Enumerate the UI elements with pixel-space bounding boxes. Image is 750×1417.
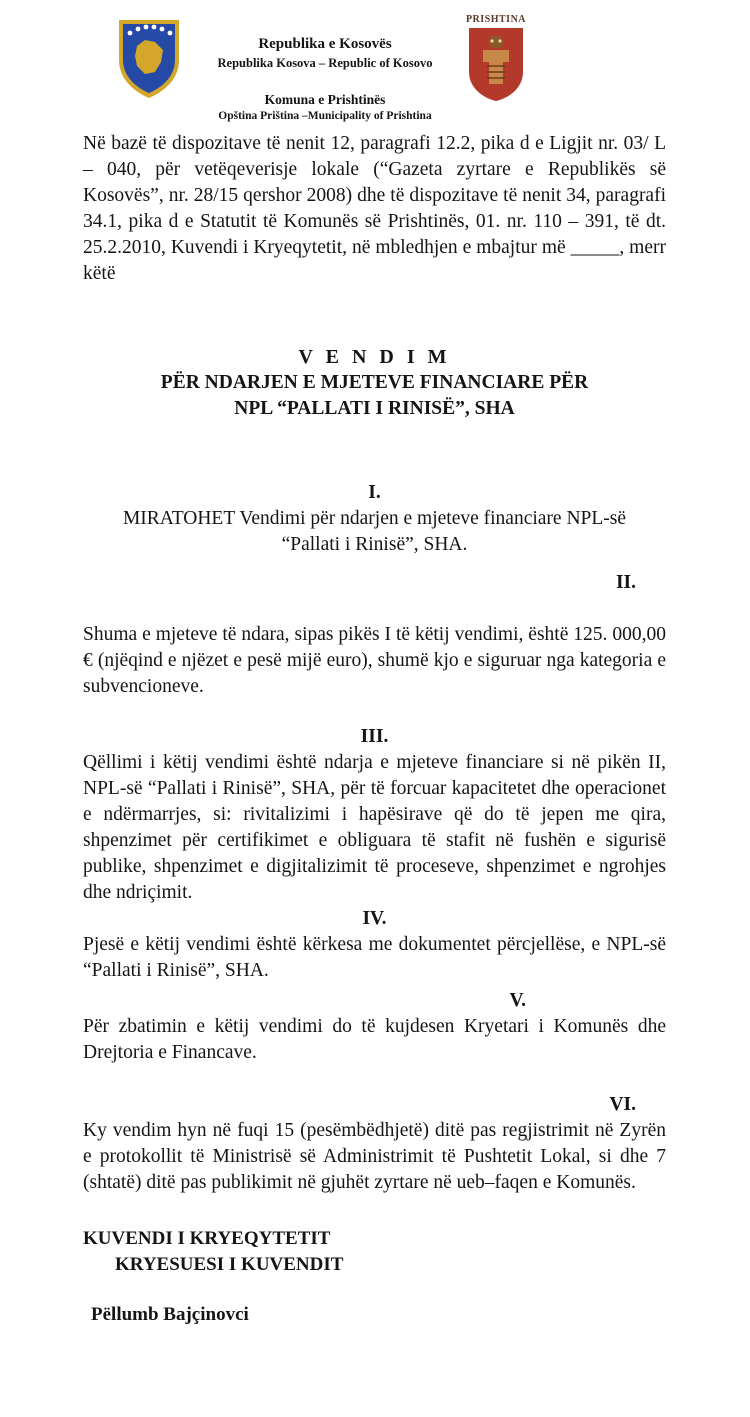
kosovo-coat-of-arms-icon bbox=[115, 16, 183, 100]
emblem-city-label: PRISHTINA bbox=[465, 14, 527, 25]
signature-body: KUVENDI I KRYEQYTETIT bbox=[83, 1228, 331, 1249]
header-republic-multilingual: Republika Kosova – Republic of Kosovo bbox=[217, 56, 433, 70]
decision-title bbox=[83, 344, 666, 422]
document-header bbox=[0, 0, 750, 130]
title-vendim: V E N D I M bbox=[298, 346, 451, 368]
section-1-line-1: MIRATOHET Vendimi për ndarjen e mjeteve financiare NPL-së bbox=[122, 508, 627, 529]
document-body bbox=[83, 131, 666, 1328]
preamble-paragraph: Në bazë të dispozitave të nenit 12, paragrafi 12.2, pika d e Ligjit nr. 03/ L – 040, për vetëqeverisje lokale (“Gazeta zyrtare e Republikës së Kosovës”, nr. 28/15 qershor 2008) dhe të dispozitave të nenit 34, paragrafi 34.1, pika d e Statutit të Komunës së Prishtinës, 01. nr. 110 – 391, të dt. 25.2.2010, Kuvendi i Kryeqytetit, në mbledhjen e mbajtur më _____, merr këtë bbox=[83, 133, 666, 284]
section-paragraph: Për zbatimin e këtij vendimi do të kujdesen Kryetari i Komunës dhe Drejtoria e Financave. bbox=[83, 1016, 666, 1063]
section-number: I. bbox=[368, 482, 381, 503]
header-municipality-multilingual: Opština Priština –Municipality of Prishtina bbox=[218, 110, 432, 122]
title-line-3: NPL “PALLATI I RINISË”, SHA bbox=[234, 398, 515, 419]
section-paragraph: Pjesë e këtij vendimi është kërkesa me dokumentet përcjellëse, e NPL-së “Pallati i Rinisë”, SHA. bbox=[83, 934, 666, 981]
signature-name: Pëllumb Bajçinovci bbox=[91, 1304, 249, 1325]
title-line-2: PËR NDARJEN E MJETEVE FINANCIARE PËR bbox=[160, 372, 589, 393]
header-republic-al: Republika e Kosovës bbox=[258, 36, 392, 52]
signature-role: KRYESUESI I KUVENDIT bbox=[115, 1254, 344, 1275]
section-paragraph: Qëllimi i këtij vendimi është ndarja e mjeteve financiare si në pikën II, NPL-së “Pallati i Rinisë”, SHA, për të forcuar kapacitetet dhe operacionet e ndërmarrjes, si: rivitalizimi i hapësirave që do të jepen me qira, shpenzimet për certifikimet e obliguara të stafit në fushën e sigurisë publike, shpenzimet e digjitalizimit të proceseve, shpenzimet e ngrohjes dhe ndriçimit. bbox=[83, 752, 666, 903]
section-paragraph: Shuma e mjeteve të ndara, sipas pikës I të këtij vendimi, është 125. 000,00 € (njëqind e njëzet e pesë mijë euro), shumë kjo e siguruar nga kategoria e subvencioneve. bbox=[83, 624, 666, 697]
section-number: II. bbox=[615, 572, 636, 593]
header-municipality-al: Komuna e Prishtinës bbox=[264, 92, 386, 107]
prishtina-municipality-emblem-icon bbox=[464, 14, 528, 104]
section-number: VI. bbox=[609, 1094, 636, 1115]
section-number: V. bbox=[509, 990, 526, 1011]
section-number: IV. bbox=[362, 908, 387, 929]
section-number: III. bbox=[360, 726, 389, 747]
section-paragraph: Ky vendim hyn në fuqi 15 (pesëmbëdhjetë) ditë pas regjistrimit në Zyrën e protokollit të Ministrisë së Administrimit të Pushtetit Lokal, si dhe 7 (shtatë) ditë pas publikimit në gjuhët zyrtare në ueb–faqen e Komunës. bbox=[83, 1120, 666, 1193]
section-1-line-2: “Pallati i Rinisë”, SHA. bbox=[281, 534, 468, 555]
